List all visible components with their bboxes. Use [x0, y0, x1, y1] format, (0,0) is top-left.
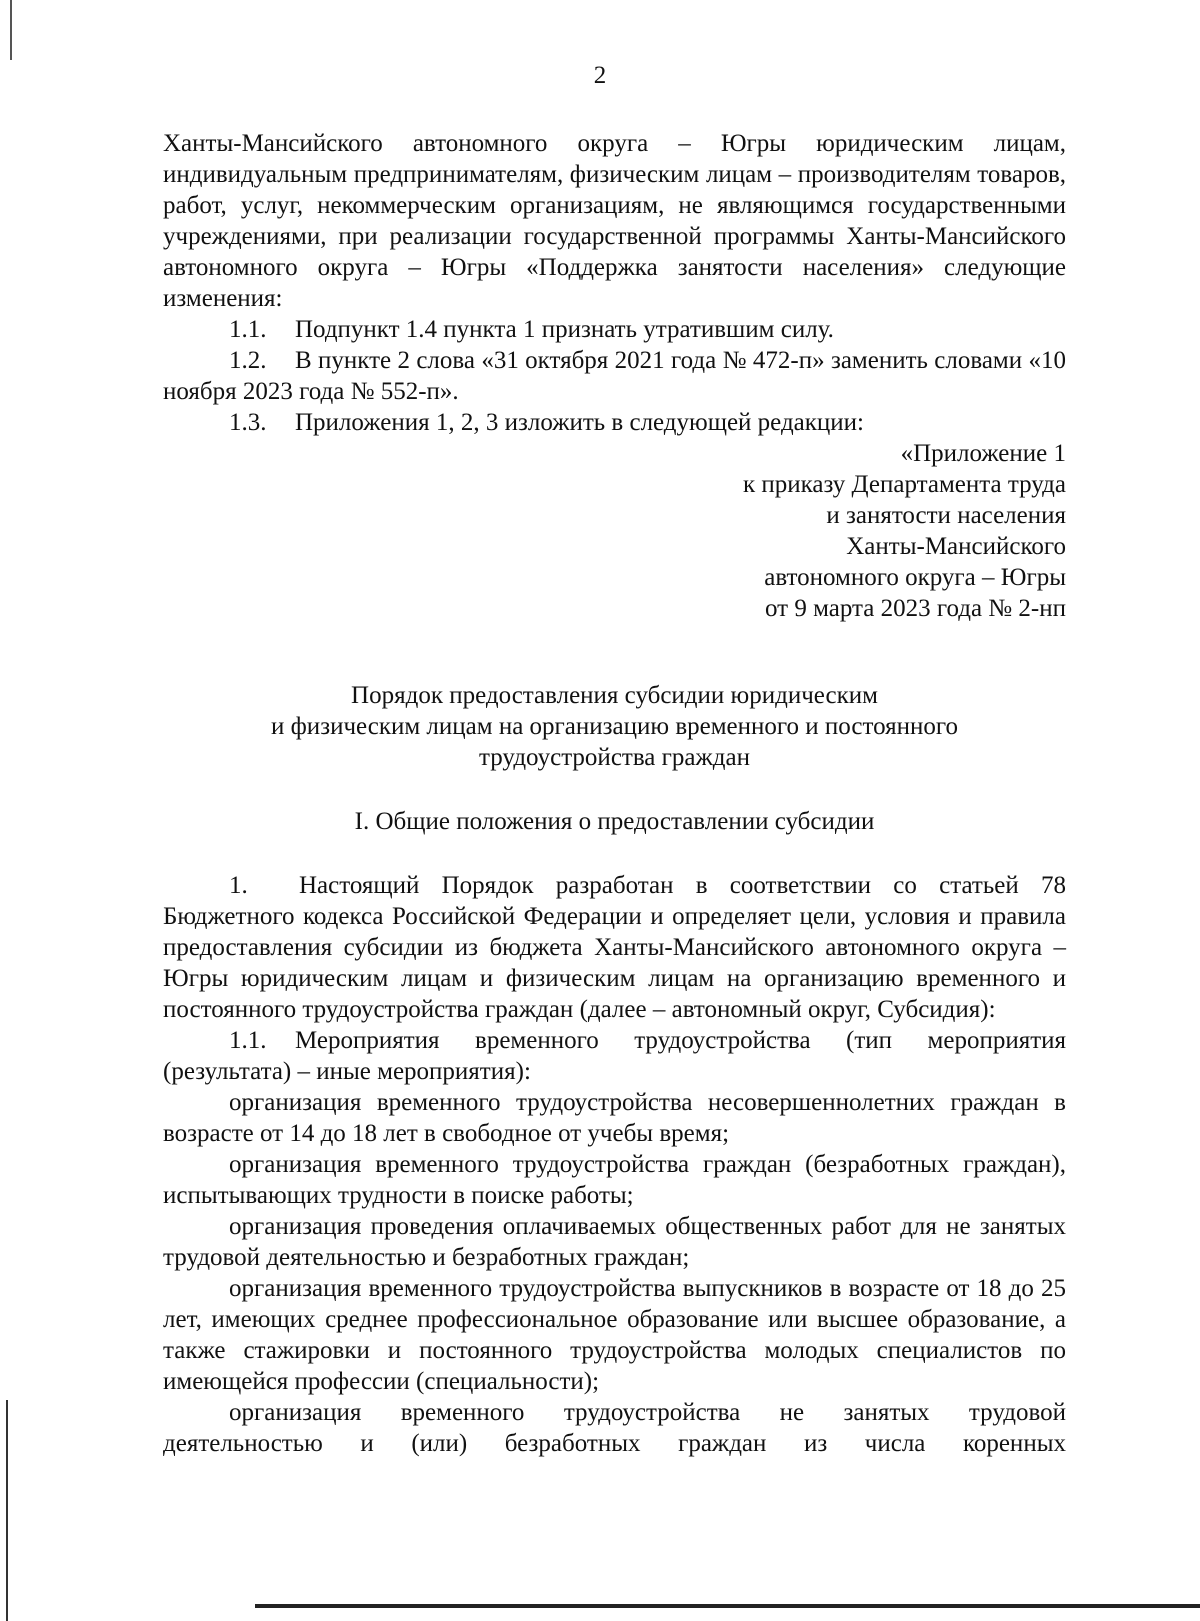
list-item: организация временного трудоустройства несовершеннолетних граждан в возрасте от 14 до 18 лет в свободное от учебы время;	[163, 1089, 1066, 1147]
appendix-line: от 9 марта 2023 года № 2-нп	[764, 595, 1066, 622]
paragraph-text: Настоящий Порядок разработан в соответствии со статьей 78 Бюджетного кодекса Российской Федерации и определяет цели, условия и правила предоставления субсидии из бюджета Ханты-Мансийского автономного округа – Югры юридическим лицам и физическим лицам на организацию временного и постоянного трудоустройства граждан (далее – автономный округ, Субсидия):	[163, 872, 1066, 1023]
title-line: и физическим лицам на организацию временного и постоянного	[270, 713, 959, 740]
list-item: организация временного трудоустройства граждан (безработных граждан), испытывающих трудности в поиске работы;	[163, 1151, 1066, 1209]
amendment-text: В пункте 2 слова «31 октября 2021 года № 472-п» заменить словами «10 ноября 2023 года № 552-п».	[163, 347, 1066, 405]
amendment-number: 1.3.	[229, 409, 267, 436]
intro-paragraph: Ханты-Мансийского автономного округа – Югры юридическим лицам, индивидуальным предпринимателям, физическим лицам – производителям товаров, работ, услуг, некоммерческим организациям, не являющимся государственными учреждениями, при реализации государственной программы Ханты-Мансийского автономного округа – Югры «Поддержка занятости населения» следующие изменения:	[163, 130, 1066, 312]
scan-edge-mark	[255, 1604, 1200, 1608]
section-heading: I. Общие положения о предоставлении субсидии	[354, 808, 875, 835]
amendment-number: 1.1.	[229, 316, 267, 343]
amendment-item	[163, 345, 1066, 407]
paragraph-number: 1.	[229, 872, 248, 899]
body-paragraph	[163, 870, 1066, 1025]
body-paragraph	[163, 1025, 1066, 1087]
amendment-text: Подпункт 1.4 пункта 1 признать утратившим силу.	[295, 316, 834, 343]
appendix-line: Ханты-Мансийского	[846, 533, 1066, 560]
scan-edge-mark	[10, 0, 12, 60]
appendix-line: и занятости населения	[826, 502, 1066, 529]
paragraph-number: 1.1.	[229, 1027, 267, 1054]
amendment-item	[163, 314, 1066, 345]
amendment-number: 1.2.	[229, 347, 267, 374]
amendment-item	[163, 407, 1066, 438]
appendix-line: «Приложение 1	[900, 440, 1066, 467]
appendix-line: к приказу Департамента труда	[742, 471, 1066, 498]
scan-edge-mark	[6, 1400, 8, 1621]
document-title	[163, 680, 1066, 773]
appendix-line: автономного округа – Югры	[764, 564, 1066, 591]
appendix-reference	[163, 438, 1066, 624]
amendment-text: Приложения 1, 2, 3 изложить в следующей редакции:	[295, 409, 864, 436]
document-body	[163, 128, 1066, 1459]
list-item: организация временного трудоустройства не занятых трудовой деятельностью и (или) безработных граждан из числа коренных	[163, 1399, 1066, 1457]
title-line: Порядок предоставления субсидии юридическим	[351, 682, 878, 709]
list-item: организация временного трудоустройства выпускников в возрасте от 18 до 25 лет, имеющих среднее профессиональное образование или высшее образование, а также стажировки и постоянного трудоустройства молодых специалистов по имеющейся профессии (специальности);	[163, 1275, 1066, 1395]
list-item: организация проведения оплачиваемых общественных работ для не занятых трудовой деятельностью и безработных граждан;	[163, 1213, 1066, 1271]
paragraph-text: Мероприятия временного трудоустройства (тип мероприятия (результата) – иные мероприятия):	[163, 1027, 1066, 1085]
page-number: 2	[593, 62, 607, 89]
title-line: трудоустройства граждан	[479, 744, 750, 771]
